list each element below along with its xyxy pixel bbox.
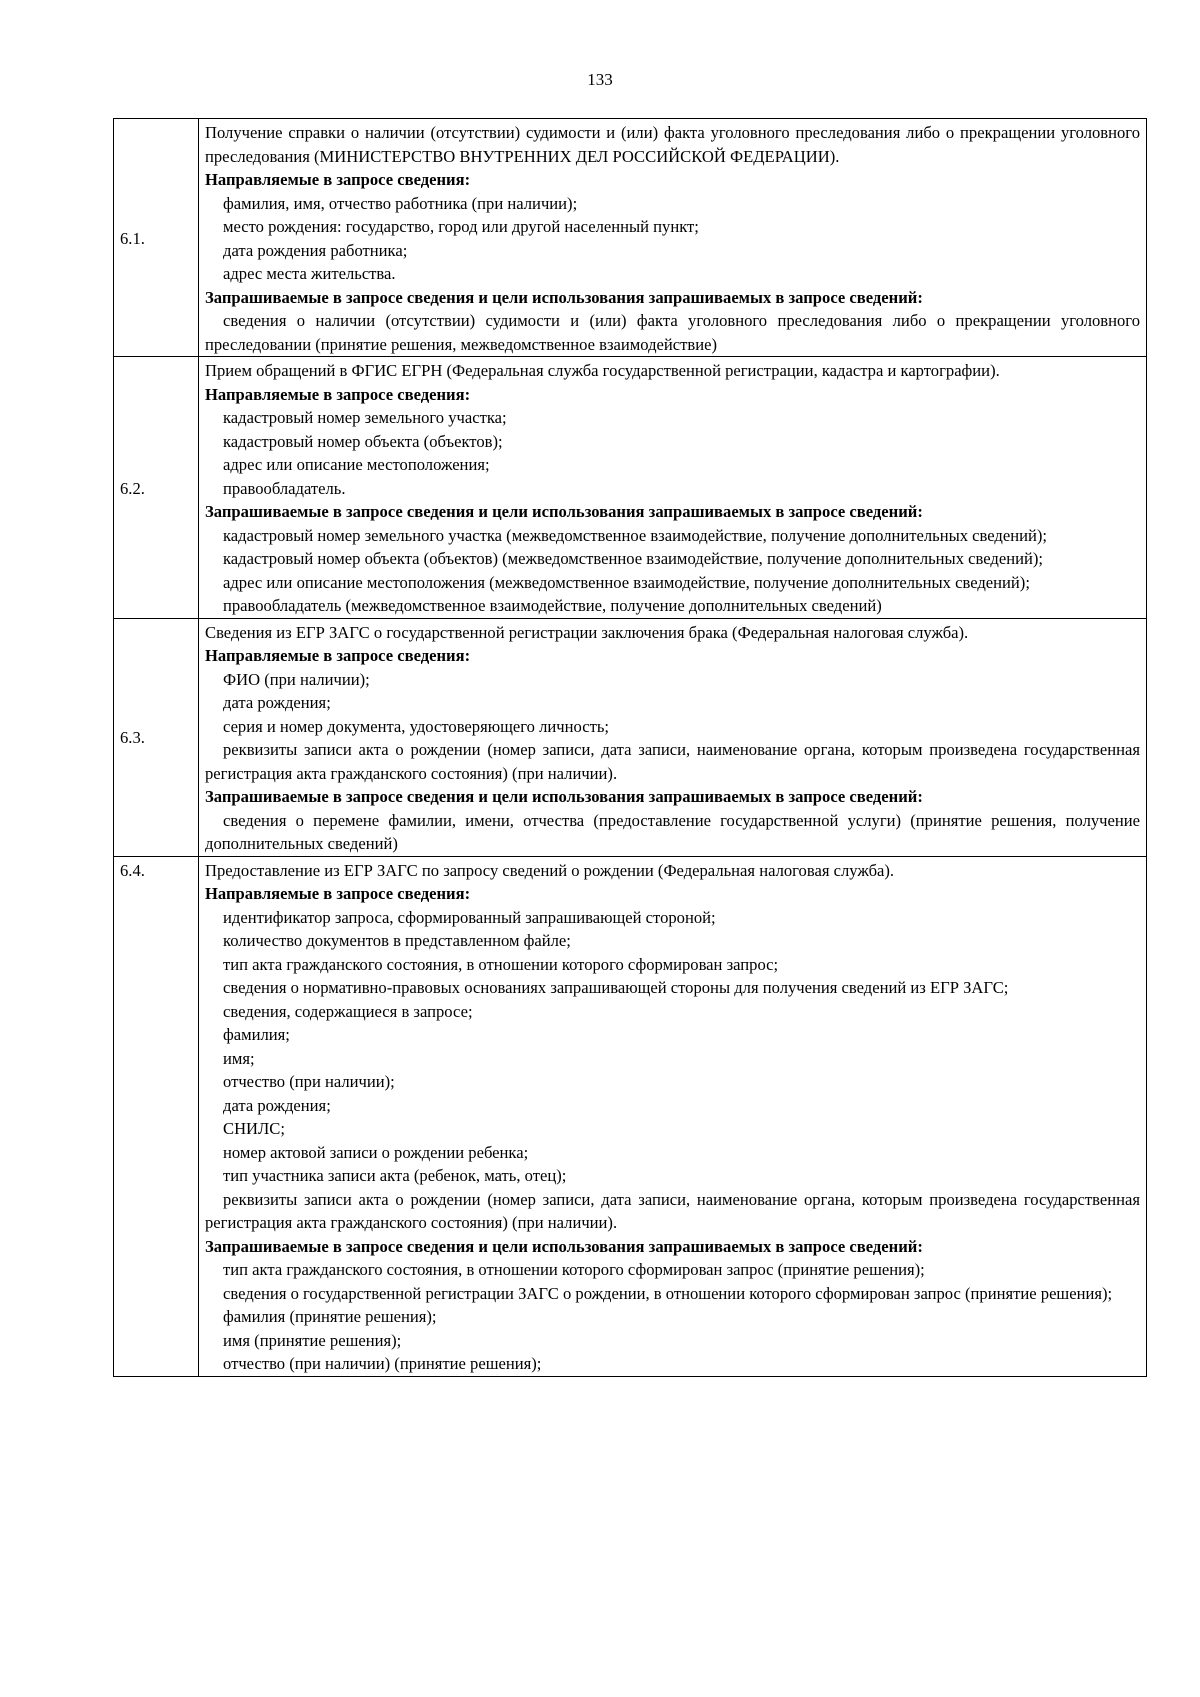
list-item: имя;: [223, 1048, 255, 1068]
table-row: [114, 856, 1147, 1376]
section-heading: Запрашиваемые в запросе сведения и цели использования запрашиваемых в запросе сведений:: [205, 1236, 923, 1256]
list-item: реквизиты записи акта о рождении (номер записи, дата записи, наименование органа, которым произведена государственная регистрация акта гражданского состояния) (при наличии).: [205, 1189, 1140, 1232]
list-item: сведения, содержащиеся в запросе;: [223, 1001, 473, 1021]
list-item: отчество (при наличии) (принятие решения);: [223, 1354, 542, 1373]
table-body: [114, 119, 1147, 1377]
list-item: СНИЛС;: [223, 1119, 285, 1138]
list-item: место рождения: государство, город или другой населенный пункт;: [223, 217, 699, 236]
list-item: правообладатель.: [223, 478, 346, 498]
description-text: Прием обращений в ФГИС ЕГРН (Федеральная служба государственной регистрации, кадастра и картографии).: [205, 361, 1000, 380]
page-number: 133: [587, 70, 613, 89]
section-heading: Направляемые в запросе сведения:: [205, 170, 471, 189]
services-table: [113, 118, 1147, 1377]
list-item: тип участника записи акта (ребенок, мать, отец);: [223, 1166, 567, 1185]
section-heading: Направляемые в запросе сведения:: [205, 884, 471, 903]
row-content: [199, 856, 1147, 1376]
list-item: фамилия;: [223, 1025, 290, 1044]
table-row: [114, 618, 1147, 856]
section-heading: Направляемые в запросе сведения:: [205, 646, 471, 665]
row-content: [199, 618, 1147, 856]
section-heading: Запрашиваемые в запросе сведения и цели использования запрашиваемых в запросе сведений:: [205, 787, 923, 806]
list-item: имя (принятие решения);: [223, 1330, 402, 1350]
table-row: [114, 119, 1147, 357]
section-heading: Направляемые в запросе сведения:: [205, 384, 471, 404]
list-item: фамилия, имя, отчество работника (при наличии);: [223, 193, 578, 213]
row-content: [199, 119, 1147, 357]
list-item: отчество (при наличии);: [223, 1072, 395, 1091]
list-item: реквизиты записи акта о рождении (номер записи, дата записи, наименование органа, которым произведена государственная регистрация акта гражданского состояния) (при наличии).: [205, 740, 1140, 783]
list-item: сведения о нормативно-правовых основаниях запрашивающей стороны для получения сведений из ЕГР ЗАГС;: [223, 978, 1009, 997]
description-text: Получение справки о наличии (отсутствии) судимости и (или) факта уголовного преследования либо о прекращении уголовного преследования (МИНИСТЕРСТВО ВНУТРЕННИХ ДЕЛ РОССИЙСКОЙ ФЕДЕРАЦИИ).: [205, 123, 1140, 166]
list-item: кадастровый номер земельного участка;: [223, 408, 507, 427]
list-item: серия и номер документа, удостоверяющего личность;: [223, 716, 609, 736]
list-item: дата рождения работника;: [223, 240, 408, 260]
list-item: кадастровый номер объекта (объектов);: [223, 431, 503, 451]
list-item: фамилия (принятие решения);: [223, 1307, 437, 1326]
list-item: дата рождения;: [223, 693, 331, 712]
list-item: тип акта гражданского состояния, в отношении которого сформирован запрос;: [223, 954, 779, 974]
list-item: правообладатель (межведомственное взаимодействие, получение дополнительных сведений): [223, 596, 882, 615]
description-text: Сведения из ЕГР ЗАГС о государственной регистрации заключения брака (Федеральная налоговая служба).: [205, 622, 969, 642]
section-heading: Запрашиваемые в запросе сведения и цели использования запрашиваемых в запросе сведений:: [205, 287, 923, 307]
list-item: кадастровый номер земельного участка (межведомственное взаимодействие, получение дополнительных сведений);: [223, 525, 1048, 545]
row-number: 6.4.: [114, 856, 199, 1376]
list-item: идентификатор запроса, сформированный запрашивающей стороной;: [223, 907, 716, 927]
row-number: 6.2.: [114, 357, 199, 619]
list-item: дата рождения;: [223, 1095, 331, 1115]
list-item: тип акта гражданского состояния, в отношении которого сформирован запрос (принятие решения);: [223, 1260, 925, 1279]
list-item: кадастровый номер объекта (объектов) (межведомственное взаимодействие, получение дополнительных сведений);: [223, 549, 1043, 568]
section-heading: Запрашиваемые в запросе сведения и цели использования запрашиваемых в запросе сведений:: [205, 502, 923, 521]
list-item: сведения о государственной регистрации ЗАГС о рождении, в отношении которого сформирован запрос (принятие решения);: [223, 1283, 1113, 1303]
list-item: количество документов в представленном файле;: [223, 931, 571, 950]
row-number: 6.1.: [114, 119, 199, 357]
list-item: адрес или описание местоположения;: [223, 455, 490, 474]
list-item: сведения о перемене фамилии, имени, отчества (предоставление государственной услуги) (принятие решения, получение дополнительных сведений): [205, 810, 1140, 853]
list-item: адрес места жительства.: [223, 264, 396, 283]
row-content: [199, 357, 1147, 619]
list-item: ФИО (при наличии);: [223, 669, 370, 689]
description-text: Предоставление из ЕГР ЗАГС по запросу сведений о рождении (Федеральная налоговая служба).: [205, 860, 895, 880]
list-item: номер актовой записи о рождении ребенка;: [223, 1142, 529, 1162]
table-row: [114, 357, 1147, 619]
list-item: сведения о наличии (отсутствии) судимости и (или) факта уголовного преследования либо о прекращении уголовного преследовании (принятие решения, межведомственное взаимодействие): [205, 311, 1140, 354]
row-number: 6.3.: [114, 618, 199, 856]
list-item: адрес или описание местоположения (межведомственное взаимодействие, получение дополнительных сведений);: [223, 572, 1030, 592]
